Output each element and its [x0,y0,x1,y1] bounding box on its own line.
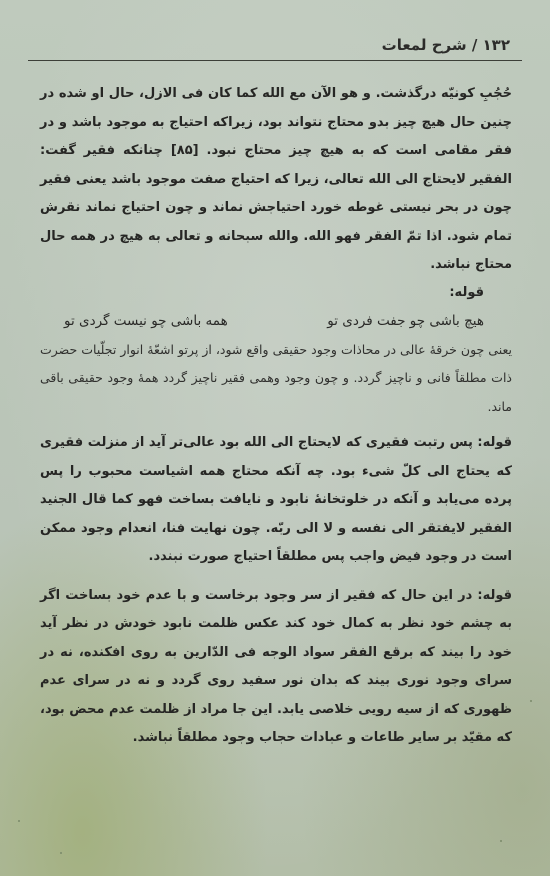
verse-hemistich-left: همه باشی چو نیست گردی تو [64,312,228,329]
page-header: ۱۳۲ / شرح لمعات [381,36,510,54]
paper-speck [530,700,532,702]
spacer [40,572,512,582]
verse-hemistich-right: هیچ باشی چو جفت فردی تو [327,312,484,329]
paper-speck [500,840,502,842]
qoleh-label: قوله: [449,284,484,300]
spacer [40,421,512,429]
paragraph-4: قوله: در این حال که فقیر از سر وجود برخاست و با عدم خود بساخت اگر به چشم خود نظر به کمال خود کند عکس ظلمت نابود خودش در نظر آید خود را بیند که برقع الفقر سواد الوجه فی الدّارین به روی افکنده، نه در سرای وجود نوری بیند که بدان نور سفید روی گردد و نه در سرای عدم ظهوری که از سیه رویی خلاصی یابد. این جا مراد از ظلمت عدم محض بود، که مقیّد بر سایر طاعات و عبادات حجاب وجود مطلقاً نباشد. [40,587,512,745]
header-rule [28,60,522,61]
paragraph-3: قوله: پس رتبت فقیری که لایحتاج الی الله بود عالی‌تر آید از منزلت فقیری که یحتاج الی کلّ شیء بود. چه آنکه محتاج همه اشیاست محبوب را پس پرده می‌یابد و آنکه در خلوتخانهٔ نابود و نایافت بساخت فهو کما قال الجنید الفقیر لایفتقر الی نفسه و لا الی ربّه. چون نهایت فنا، انعدام وجود ممکن است در وجود فیض واجب پس مطلقاً احتیاج صورت نبندد. [40,435,512,564]
paper-speck [18,820,20,822]
verse-couplet [40,308,512,334]
page-body [40,80,512,753]
paragraph-1: حُجُبِ کونیّه درگذشت. و هو الآن مع الله کما کان فی الازل، حال او شده در چنین حال هیچ چیز بدو محتاج نتواند بود، زیراکه احتیاج به موجود باشد و در فقر مقامی است که به هیچ چیز محتاج نبود. [۸۵] چنانکه فقیر گفت: الفقیر لایحتاج الی الله تعالی، زیرا که احتیاج صفت موجود باشد یعنی فقیر چون در بحر نیستی غوطه خورد احتیاجش نماند و چون احتیاج نماند نقرش تمام شود. اذا تمّ الفقر فهو الله. والله سبحانه و تعالی به هیچ در همه حال محتاج نباشد. [40,86,512,272]
paragraph-2: یعنی چون خرقهٔ عالی در محاذات وجود حقیقی واقع شود، از پرتو اشعّهٔ انوار تجلّیات حضرت ذات مطلقاً فانی و ناچیز گردد. و چون وجود وهمی فقیر ناچیز گردد همهٔ وجود حقیقی باقی ماند. [40,341,512,414]
paper-speck [60,852,62,854]
